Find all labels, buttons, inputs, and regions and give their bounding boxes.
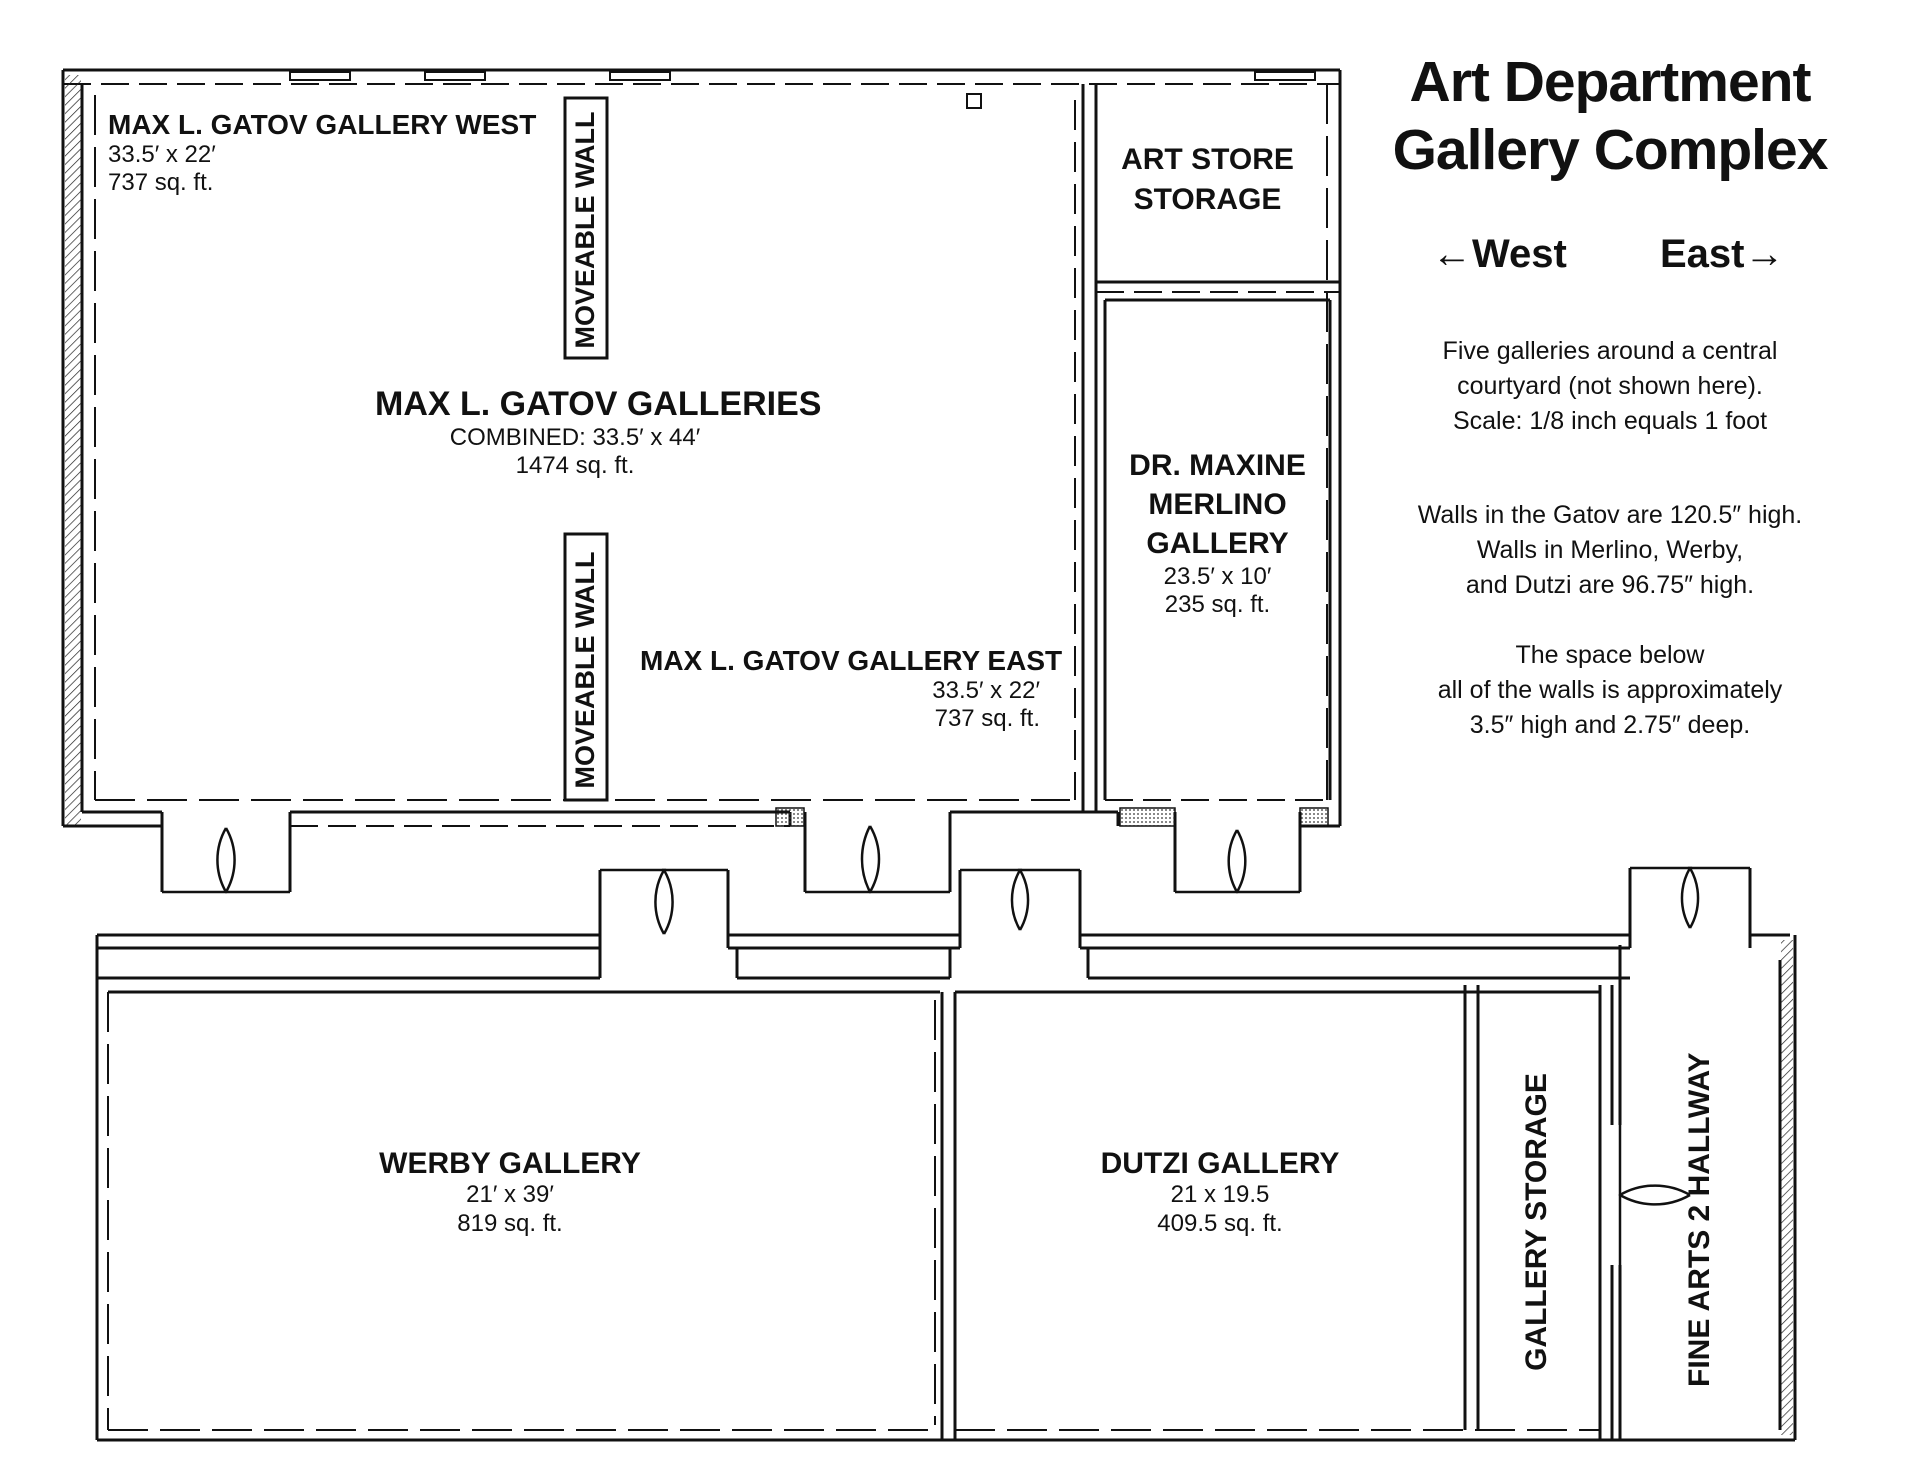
notes-space <box>1395 638 1825 743</box>
room-dims: 21′ x 39′ <box>466 1181 554 1209</box>
room-gatov-combined <box>375 384 822 481</box>
room-gatov-east <box>640 644 1063 734</box>
room-name: WERBY GALLERY <box>379 1147 641 1180</box>
moveable-wall-label-south: MOVEABLE WALL <box>570 551 600 789</box>
east-label: East <box>1660 232 1745 276</box>
room-gatov-west <box>108 108 536 198</box>
compass-east <box>1660 232 1785 277</box>
compass-west <box>1432 232 1567 277</box>
west-arrow-icon: ← <box>1432 232 1472 276</box>
room-name-line: STORAGE <box>1133 182 1282 216</box>
room-art-store <box>1110 140 1305 219</box>
west-label: West <box>1472 232 1567 276</box>
note-line: courtyard (not shown here). <box>1457 372 1763 400</box>
room-name: DUTZI GALLERY <box>1100 1147 1340 1180</box>
note-line: The space below <box>1515 641 1705 669</box>
room-area: 235 sq. ft. <box>1164 591 1271 619</box>
room-name: MAX L. GATOV GALLERIES <box>375 385 822 423</box>
title-line-1: Art Department <box>1409 50 1811 114</box>
hallway-wall-hatch <box>1781 940 1793 1435</box>
room-area: 737 sq. ft. <box>934 705 1040 733</box>
room-dims: 33.5′ x 22′ <box>932 677 1040 705</box>
note-line: 3.5″ high and 2.75″ deep. <box>1469 711 1751 739</box>
room-name-line: GALLERY <box>1146 527 1289 560</box>
room-merlino <box>1110 446 1325 620</box>
room-dims: 23.5′ x 10′ <box>1163 563 1272 590</box>
room-dims: 21 x 19.5 <box>1170 1181 1270 1209</box>
room-area: 819 sq. ft. <box>457 1209 563 1237</box>
room-area: 409.5 sq. ft. <box>1157 1209 1283 1237</box>
room-dutzi <box>1060 1146 1380 1238</box>
room-hallway: FINE ARTS 2 HALLWAY <box>1683 1052 1716 1387</box>
room-name: MAX L. GATOV GALLERY EAST <box>640 645 1063 676</box>
moveable-wall-label-north: MOVEABLE WALL <box>570 111 600 349</box>
room-dims: COMBINED: 33.5′ x 44′ <box>449 424 701 452</box>
note-line: and Dutzi are 96.75″ high. <box>1465 571 1755 599</box>
room-area: 1474 sq. ft. <box>515 452 635 480</box>
room-name-line: DR. MAXINE <box>1129 449 1306 482</box>
windows <box>290 72 1315 108</box>
room-dims: 33.5′ x 22′ <box>108 141 216 169</box>
room-name: MAX L. GATOV GALLERY WEST <box>108 109 537 140</box>
note-line: Five galleries around a central <box>1442 337 1778 365</box>
notes-intro <box>1395 334 1825 439</box>
room-area: 737 sq. ft. <box>108 169 214 197</box>
page-title <box>1380 48 1840 185</box>
note-line: Walls in the Gatov are 120.5″ high. <box>1417 501 1803 529</box>
room-gallery-storage: GALLERY STORAGE <box>1520 1073 1553 1371</box>
note-line: Walls in Merlino, Werby, <box>1476 536 1744 564</box>
room-name-line: ART STORE <box>1121 143 1294 176</box>
title-line-2: Gallery Complex <box>1392 118 1828 183</box>
west-wall-hatch <box>65 75 81 825</box>
east-arrow-icon: → <box>1744 232 1785 276</box>
room-werby <box>330 1146 690 1238</box>
room-name-line: MERLINO <box>1148 488 1287 521</box>
note-line: Scale: 1/8 inch equals 1 foot <box>1452 407 1768 435</box>
note-line: all of the walls is approximately <box>1437 676 1783 704</box>
notes-walls <box>1395 498 1825 603</box>
north-doors <box>162 826 1300 892</box>
